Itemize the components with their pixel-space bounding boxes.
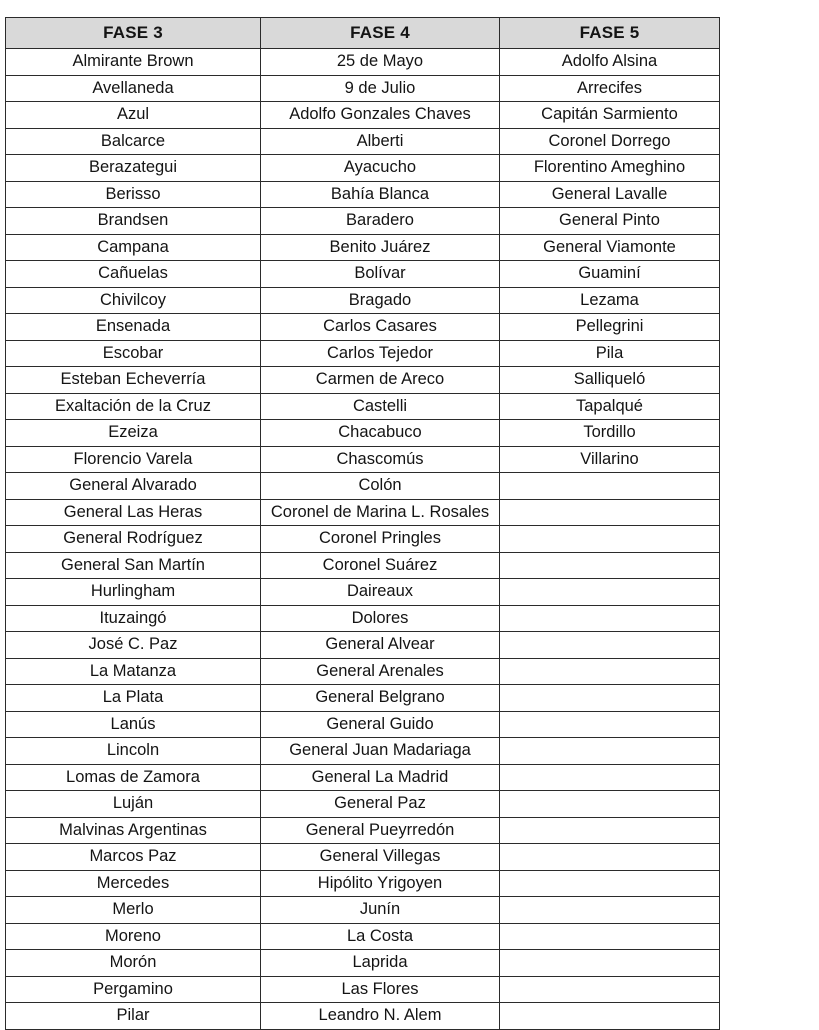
table-row	[6, 49, 720, 76]
table-row	[6, 711, 720, 738]
fase-4-cell: General Alvear	[261, 632, 500, 659]
table-row	[6, 764, 720, 791]
fase-4-cell: Leandro N. Alem	[261, 1003, 500, 1030]
fase-4-cell: General Juan Madariaga	[261, 738, 500, 765]
fase-4-cell: General Villegas	[261, 844, 500, 871]
fase-4-cell: Carlos Tejedor	[261, 340, 500, 367]
fase-3-cell: Marcos Paz	[6, 844, 261, 871]
table-row	[6, 393, 720, 420]
fase-5-cell	[500, 473, 720, 500]
fase-3-cell: Moreno	[6, 923, 261, 950]
fase-4-cell: Coronel de Marina L. Rosales	[261, 499, 500, 526]
fase-4-cell: General Paz	[261, 791, 500, 818]
fase-4-cell: Chacabuco	[261, 420, 500, 447]
fase-5-cell	[500, 526, 720, 553]
fase-4-cell: 25 de Mayo	[261, 49, 500, 76]
fase-5-cell	[500, 844, 720, 871]
fase-3-cell: Azul	[6, 102, 261, 129]
fase-3-cell: Morón	[6, 950, 261, 977]
fase-5-cell: Salliqueló	[500, 367, 720, 394]
fase-4-cell: Benito Juárez	[261, 234, 500, 261]
table-row	[6, 446, 720, 473]
table-row	[6, 181, 720, 208]
table-row	[6, 75, 720, 102]
table-row	[6, 605, 720, 632]
fase-5-cell	[500, 870, 720, 897]
fase-4-cell: Baradero	[261, 208, 500, 235]
table-row	[6, 526, 720, 553]
column-header-fase-4: FASE 4	[261, 18, 500, 49]
header-row	[6, 18, 720, 49]
fase-5-cell: Arrecifes	[500, 75, 720, 102]
fase-5-cell: Pila	[500, 340, 720, 367]
fase-5-cell	[500, 764, 720, 791]
fase-3-cell: Ezeiza	[6, 420, 261, 447]
table-row	[6, 340, 720, 367]
fase-4-cell: Hipólito Yrigoyen	[261, 870, 500, 897]
fase-3-cell: Avellaneda	[6, 75, 261, 102]
table-row	[6, 844, 720, 871]
table-row	[6, 738, 720, 765]
table-row	[6, 685, 720, 712]
fase-3-cell: Luján	[6, 791, 261, 818]
phases-table	[5, 17, 720, 1030]
fase-3-cell: Esteban Echeverría	[6, 367, 261, 394]
fase-3-cell: Hurlingham	[6, 579, 261, 606]
table-row	[6, 499, 720, 526]
fase-3-cell: Merlo	[6, 897, 261, 924]
fase-5-cell	[500, 632, 720, 659]
fase-5-cell	[500, 499, 720, 526]
fase-5-cell: Tapalqué	[500, 393, 720, 420]
fase-4-cell: Adolfo Gonzales Chaves	[261, 102, 500, 129]
fase-5-cell	[500, 711, 720, 738]
table-row	[6, 870, 720, 897]
fase-3-cell: Brandsen	[6, 208, 261, 235]
fase-5-cell	[500, 685, 720, 712]
fase-5-cell	[500, 976, 720, 1003]
fase-5-cell	[500, 791, 720, 818]
fase-5-cell	[500, 738, 720, 765]
fase-4-cell: Colón	[261, 473, 500, 500]
fase-3-cell: Cañuelas	[6, 261, 261, 288]
table-row	[6, 579, 720, 606]
fase-5-cell	[500, 1003, 720, 1030]
table-row	[6, 791, 720, 818]
fase-3-cell: José C. Paz	[6, 632, 261, 659]
table-row	[6, 128, 720, 155]
fase-3-cell: General Las Heras	[6, 499, 261, 526]
fase-4-cell: Dolores	[261, 605, 500, 632]
fase-5-cell: General Lavalle	[500, 181, 720, 208]
fase-3-cell: Pergamino	[6, 976, 261, 1003]
table-row	[6, 420, 720, 447]
table-row	[6, 632, 720, 659]
fase-3-cell: Chivilcoy	[6, 287, 261, 314]
document-sheet	[5, 17, 720, 1030]
fase-5-cell: General Pinto	[500, 208, 720, 235]
fase-5-cell	[500, 605, 720, 632]
fase-3-cell: Berazategui	[6, 155, 261, 182]
fase-4-cell: Laprida	[261, 950, 500, 977]
fase-4-cell: Chascomús	[261, 446, 500, 473]
fase-3-cell: Almirante Brown	[6, 49, 261, 76]
fase-3-cell: Malvinas Argentinas	[6, 817, 261, 844]
column-header-fase-5: FASE 5	[500, 18, 720, 49]
fase-4-cell: General Guido	[261, 711, 500, 738]
fase-5-cell	[500, 817, 720, 844]
fase-4-cell: Coronel Pringles	[261, 526, 500, 553]
fase-5-cell: Adolfo Alsina	[500, 49, 720, 76]
fase-5-cell	[500, 579, 720, 606]
table-body	[6, 49, 720, 1030]
fase-3-cell: Mercedes	[6, 870, 261, 897]
fase-3-cell: Ensenada	[6, 314, 261, 341]
fase-3-cell: Lanús	[6, 711, 261, 738]
table-row	[6, 261, 720, 288]
fase-5-cell: General Viamonte	[500, 234, 720, 261]
fase-3-cell: Lincoln	[6, 738, 261, 765]
table-row	[6, 658, 720, 685]
fase-4-cell: Coronel Suárez	[261, 552, 500, 579]
table-row	[6, 287, 720, 314]
fase-5-cell: Lezama	[500, 287, 720, 314]
table-row	[6, 234, 720, 261]
fase-3-cell: Lomas de Zamora	[6, 764, 261, 791]
fase-4-cell: 9 de Julio	[261, 75, 500, 102]
fase-3-cell: Exaltación de la Cruz	[6, 393, 261, 420]
table-row	[6, 950, 720, 977]
fase-3-cell: Berisso	[6, 181, 261, 208]
fase-4-cell: Alberti	[261, 128, 500, 155]
fase-5-cell: Florentino Ameghino	[500, 155, 720, 182]
fase-4-cell: Daireaux	[261, 579, 500, 606]
table-row	[6, 367, 720, 394]
table-row	[6, 155, 720, 182]
fase-5-cell	[500, 897, 720, 924]
fase-4-cell: Ayacucho	[261, 155, 500, 182]
fase-5-cell	[500, 552, 720, 579]
fase-4-cell: Castelli	[261, 393, 500, 420]
fase-4-cell: General La Madrid	[261, 764, 500, 791]
fase-3-cell: Escobar	[6, 340, 261, 367]
fase-4-cell: General Arenales	[261, 658, 500, 685]
fase-5-cell: Pellegrini	[500, 314, 720, 341]
fase-3-cell: General Rodríguez	[6, 526, 261, 553]
fase-4-cell: Carlos Casares	[261, 314, 500, 341]
fase-3-cell: Pilar	[6, 1003, 261, 1030]
fase-5-cell	[500, 950, 720, 977]
fase-5-cell: Tordillo	[500, 420, 720, 447]
column-header-fase-3: FASE 3	[6, 18, 261, 49]
fase-4-cell: Bolívar	[261, 261, 500, 288]
table-row	[6, 897, 720, 924]
fase-4-cell: Bragado	[261, 287, 500, 314]
fase-3-cell: Balcarce	[6, 128, 261, 155]
fase-5-cell	[500, 923, 720, 950]
table-row	[6, 976, 720, 1003]
fase-4-cell: Carmen de Areco	[261, 367, 500, 394]
fase-3-cell: Ituzaingó	[6, 605, 261, 632]
table-row	[6, 923, 720, 950]
fase-5-cell: Guaminí	[500, 261, 720, 288]
fase-5-cell	[500, 658, 720, 685]
fase-4-cell: La Costa	[261, 923, 500, 950]
fase-5-cell: Coronel Dorrego	[500, 128, 720, 155]
fase-3-cell: La Plata	[6, 685, 261, 712]
fase-3-cell: Campana	[6, 234, 261, 261]
table-header	[6, 18, 720, 49]
table-row	[6, 473, 720, 500]
table-row	[6, 208, 720, 235]
table-row	[6, 102, 720, 129]
table-row	[6, 314, 720, 341]
fase-3-cell: General San Martín	[6, 552, 261, 579]
fase-3-cell: La Matanza	[6, 658, 261, 685]
fase-5-cell: Capitán Sarmiento	[500, 102, 720, 129]
table-row	[6, 817, 720, 844]
fase-4-cell: Las Flores	[261, 976, 500, 1003]
fase-4-cell: Bahía Blanca	[261, 181, 500, 208]
fase-5-cell: Villarino	[500, 446, 720, 473]
fase-4-cell: General Pueyrredón	[261, 817, 500, 844]
table-row	[6, 1003, 720, 1030]
fase-3-cell: General Alvarado	[6, 473, 261, 500]
fase-4-cell: Junín	[261, 897, 500, 924]
fase-3-cell: Florencio Varela	[6, 446, 261, 473]
table-row	[6, 552, 720, 579]
fase-4-cell: General Belgrano	[261, 685, 500, 712]
